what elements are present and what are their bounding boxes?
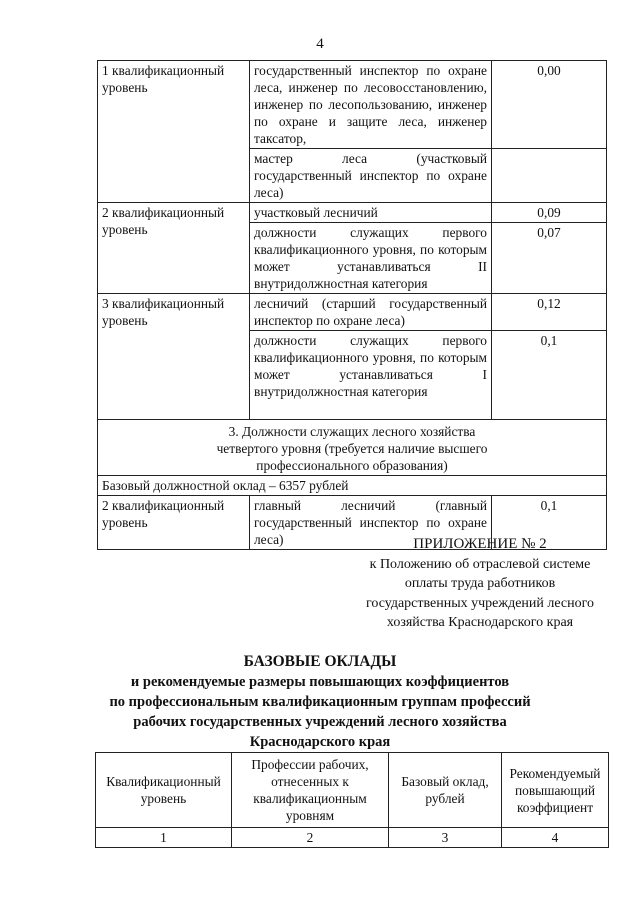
qualification-level-cell: 2 квалификационный уровень [98,496,250,550]
qualification-level-cell: 2 квалификационный уровень [98,203,250,294]
appendix-line: хозяйства Краснодарского края [386,615,574,630]
coefficient-cell: 0,07 [492,223,607,294]
heading-line: и рекомендуемые размеры повышающих коэффициентов [130,674,510,690]
column-header: Рекомендуемый повышающий коэффициент [502,753,609,828]
appendix-line: государственных учреждений лесного [365,595,595,611]
base-salaries-table [95,752,609,848]
column-number: 1 [96,828,232,848]
section-title [98,420,607,476]
heading-line: Краснодарского края [249,734,391,750]
appendix-line: оплаты труда работников [404,576,556,591]
position-cell: должности служащих первого квалификационного уровня, по которым может устанавливаться II внутридолжностная категория [250,223,492,294]
column-header: Базовый оклад, рублей [389,753,502,828]
position-cell: главный лесничий (главный государственный инспектор по охране леса) [250,496,492,550]
position-cell: участковый лесничий [250,203,492,223]
appendix-block [330,535,630,633]
position-cell: лесничий (старший государственный инспектор по охране леса) [250,294,492,331]
coefficient-cell [492,149,607,203]
column-header: Квалификационный уровень [96,753,232,828]
table-row [98,420,607,476]
appendix-line: к Положению об отраслевой системе [369,556,591,572]
column-number: 4 [502,828,609,848]
position-cell: мастер леса (участковый государственный инспектор по охране леса) [250,149,492,203]
table-row [98,61,607,149]
section-title-text: 3. Должности служащих лесного хозяйства четвертого уровня (требуется наличие высшего профессионального образования) [216,424,488,473]
table-row [98,294,607,331]
page-number: 4 [316,36,324,52]
appendix-title: ПРИЛОЖЕНИЕ № 2 [413,536,547,552]
coefficient-cell: 0,00 [492,61,607,149]
heading-line: по профессиональным квалификационным группам профессий [109,694,531,710]
table-row [98,476,607,496]
heading-line: рабочих государственных учреждений лесного хозяйства [133,714,507,730]
document-heading [0,652,640,752]
column-number: 2 [232,828,389,848]
position-cell: государственный инспектор по охране леса, инженер по лесовосстановлению, инженер по лесопользованию, инженер по охране и защите леса, инженер таксатор, [250,61,492,149]
column-number: 3 [389,828,502,848]
base-salary-row: Базовый должностной оклад – 6357 рублей [98,476,607,496]
qualification-level-cell: 1 квалификационный уровень [98,61,250,203]
table-header-row [96,753,609,828]
heading-main: БАЗОВЫЕ ОКЛАДЫ [243,653,397,670]
coefficients-table-continued [97,60,607,550]
column-header: Профессии рабочих, отнесенных к квалификационным уровням [232,753,389,828]
coefficient-cell: 0,12 [492,294,607,331]
table-row [98,203,607,223]
coefficient-cell: 0,09 [492,203,607,223]
column-numbers-row [96,828,609,848]
qualification-level-cell: 3 квалификационный уровень [98,294,250,420]
coefficient-cell: 0,1 [492,496,607,550]
coefficient-cell: 0,1 [492,331,607,420]
position-cell: должности служащих первого квалификационного уровня, по которым может устанавливаться I внутридолжностная категория [250,331,492,420]
